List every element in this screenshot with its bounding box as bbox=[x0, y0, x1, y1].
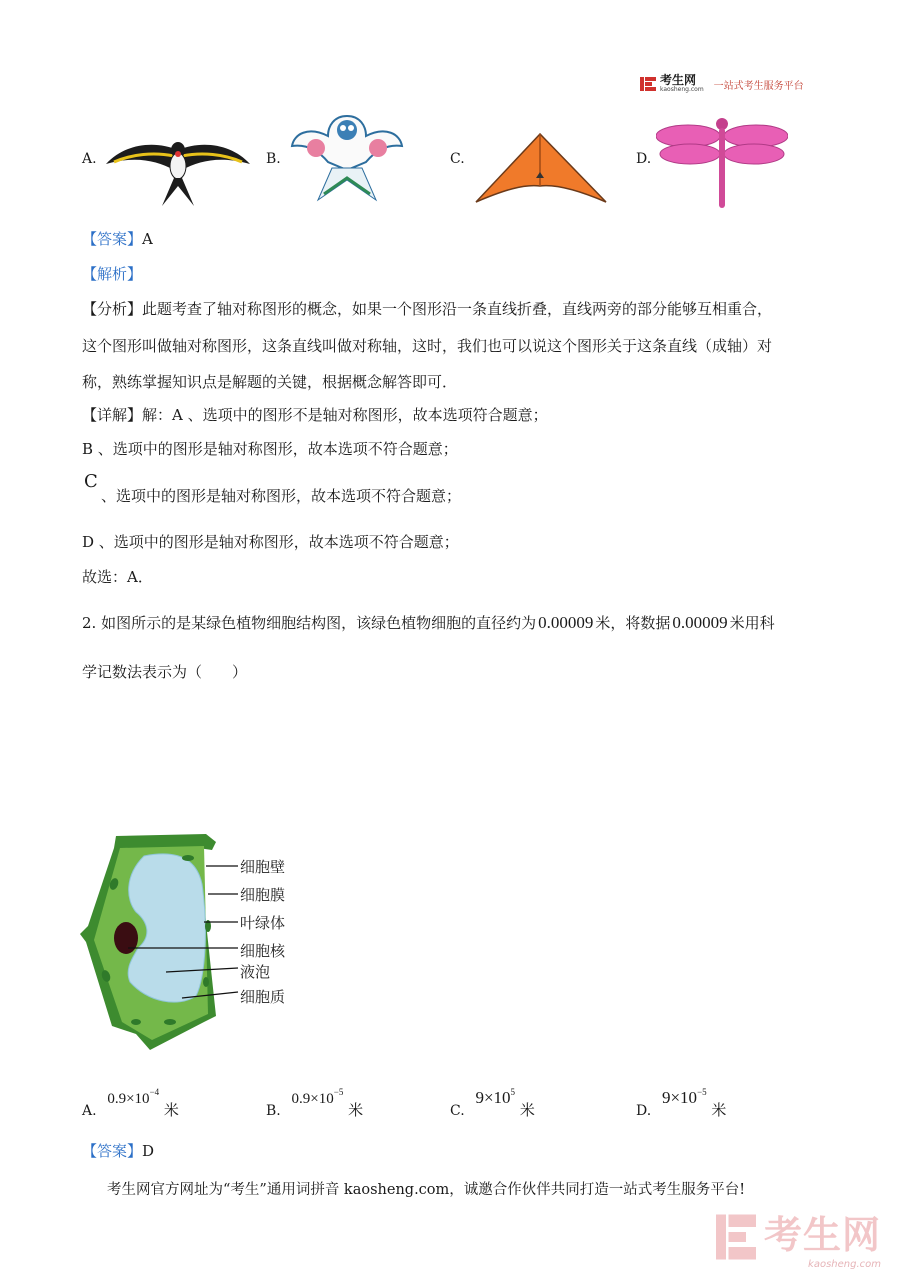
option-expression bbox=[475, 1088, 515, 1107]
option-coef: 9×10 bbox=[661, 1088, 698, 1107]
answer-tag: 【答案】 bbox=[82, 230, 143, 248]
fenxi-line-3: 称，熟练掌握知识点是解题的关键，根据概念解答即可． bbox=[82, 373, 458, 391]
option-coef: 0.9×10 bbox=[107, 1091, 150, 1107]
option-exponent: 5 bbox=[510, 1087, 516, 1097]
option-expression bbox=[107, 1087, 160, 1107]
logo-brand: 考生网 bbox=[660, 73, 697, 87]
label-cell-membrane: 细胞膜 bbox=[240, 886, 286, 904]
label-cytoplasm: 细胞质 bbox=[240, 988, 286, 1006]
q2-stem-line-2: 学记数法表示为（ ） bbox=[82, 663, 248, 681]
detail-line-d: D 、选项中的图形是轴对称图形，故本选项不符合题意； bbox=[82, 533, 459, 551]
q2-answer bbox=[82, 1141, 154, 1161]
watermark bbox=[716, 1204, 881, 1270]
option-letter: D. bbox=[636, 1103, 652, 1119]
detail-line-1 bbox=[82, 405, 548, 425]
option-unit: 米 bbox=[348, 1101, 364, 1119]
q2-option-b bbox=[266, 1087, 364, 1121]
logo-wordmark bbox=[660, 75, 704, 93]
nucleus-shape bbox=[114, 922, 138, 954]
q2-number: 2. bbox=[82, 614, 97, 632]
watermark-logo-icon bbox=[716, 1212, 756, 1262]
q2-text-2: 米，将数据 bbox=[595, 614, 671, 632]
q2-value-2: 0.00009 bbox=[672, 613, 728, 632]
option-unit: 米 bbox=[163, 1101, 179, 1119]
option-exponent: −4 bbox=[149, 1087, 160, 1097]
detail-text-1: 解：A 、选项中的图形不是轴对称图形，故本选项符合题意； bbox=[142, 406, 548, 424]
q2-stem-line-1 bbox=[82, 613, 775, 633]
option-letter: A. bbox=[82, 1103, 97, 1119]
option-c-label: C. bbox=[450, 151, 465, 167]
detail-line-b: B 、选项中的图形是轴对称图形，故本选项不符合题意； bbox=[82, 440, 458, 458]
answer-value: D bbox=[142, 1142, 155, 1160]
dragonfly-kite-image bbox=[656, 114, 788, 212]
option-unit: 米 bbox=[711, 1101, 727, 1119]
watermark-sub: kaosheng.com bbox=[808, 1259, 882, 1270]
fenxi-tag: 【分析】 bbox=[82, 300, 143, 318]
analysis-tag: 【解析】 bbox=[82, 265, 143, 283]
option-a-label: A. bbox=[82, 151, 97, 167]
q2-text-3: 米用科 bbox=[729, 614, 775, 632]
q2-value-1: 0.00009 bbox=[538, 613, 594, 632]
option-letter: B. bbox=[266, 1103, 281, 1119]
option-letter: C. bbox=[450, 1103, 465, 1119]
label-chloroplast: 叶绿体 bbox=[240, 914, 286, 932]
detail-line-c-letter: C bbox=[84, 471, 98, 492]
option-b-label: B. bbox=[266, 151, 281, 167]
label-cell-wall: 细胞壁 bbox=[240, 858, 286, 876]
option-expression bbox=[291, 1087, 344, 1107]
delta-kite-image bbox=[474, 132, 608, 206]
option-coef: 9×10 bbox=[475, 1088, 511, 1107]
watermark-text: 考生网 bbox=[764, 1213, 882, 1257]
option-d-label: D. bbox=[636, 151, 652, 167]
answer-value: A bbox=[142, 230, 153, 248]
header-logo bbox=[640, 74, 804, 94]
q1-answer bbox=[82, 229, 153, 249]
logo-brand-sub: kaosheng.com bbox=[660, 86, 704, 93]
option-exponent: −5 bbox=[697, 1087, 707, 1097]
logo-slogan: 一站式考生服务平台 bbox=[713, 80, 804, 92]
swallow-kite-image bbox=[104, 130, 252, 208]
detail-line-c: 、选项中的图形是轴对称图形，故本选项不符合题意； bbox=[101, 487, 462, 505]
option-coef: 0.9×10 bbox=[291, 1091, 334, 1107]
option-exponent: −5 bbox=[333, 1087, 344, 1097]
label-vacuole: 液泡 bbox=[240, 963, 271, 981]
answer-tag: 【答案】 bbox=[82, 1142, 143, 1160]
option-expression bbox=[662, 1088, 707, 1107]
q2-text-1: 如图所示的是某绿色植物细胞结构图，该绿色植物细胞的直径约为 bbox=[101, 614, 537, 632]
q2-option-d bbox=[636, 1087, 727, 1121]
label-nucleus: 细胞核 bbox=[240, 942, 286, 960]
choose-line: 故选：A． bbox=[82, 568, 153, 586]
option-unit: 米 bbox=[519, 1101, 535, 1119]
bird-kite-image bbox=[288, 110, 406, 204]
q2-option-a bbox=[82, 1087, 179, 1121]
detail-tag: 【详解】 bbox=[82, 406, 143, 424]
footer-text: 考生网官方网址为“考生”通用词拼音 kaosheng.com，诚邀合作伙伴共同打造一站式考生服务平台! bbox=[107, 1182, 746, 1198]
kaosheng-logo-icon bbox=[640, 76, 656, 92]
watermark-text-block bbox=[764, 1204, 881, 1270]
fenxi-line-1 bbox=[82, 299, 772, 319]
q2-option-c bbox=[450, 1087, 535, 1121]
fenxi-line-2: 这个图形叫做轴对称图形，这条直线叫做对称轴，这时，我们也可以说这个图形关于这条直线（成轴）对 bbox=[82, 337, 773, 355]
fenxi-text-1: 此题考查了轴对称图形的概念，如果一个图形沿一条直线折叠，直线两旁的部分能够互相重合， bbox=[142, 300, 773, 318]
